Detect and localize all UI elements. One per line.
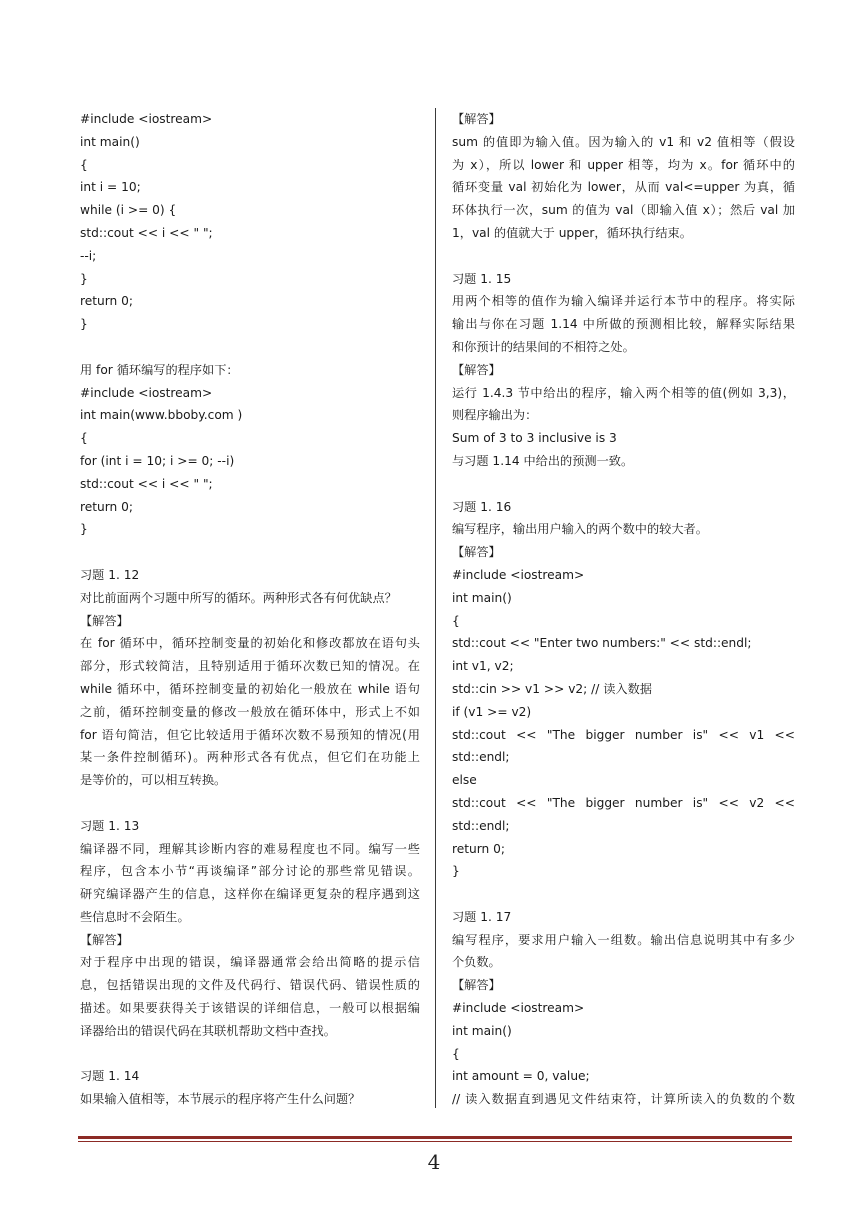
left-column-line: 研究编译器产生的信息，这样你在编译更复杂的程序遇到这 — [80, 887, 420, 902]
right-column-line: 【解答】 — [452, 362, 501, 377]
left-column-line: 用 for 循环编写的程序如下： — [80, 362, 239, 377]
left-column-line: { — [80, 157, 88, 172]
left-column-line: } — [80, 522, 88, 537]
left-column-line — [80, 1043, 420, 1066]
right-column-line: 编写程序，输出用户输入的两个数中的较大者。 — [452, 522, 708, 537]
right-column-line: 习题 1. 16 — [452, 499, 512, 514]
left-column-line: #include <iostream> — [80, 112, 213, 126]
right-column-line: else — [452, 773, 477, 788]
right-column-line: 1，val 的值就大于 upper，循环执行结束。 — [452, 225, 692, 240]
left-column-line — [80, 792, 420, 815]
left-column-line: int main(www.bboby.com ) — [80, 408, 243, 423]
right-column-line: 编写程序，要求用户输入一组数。输出信息说明其中有多少 — [452, 932, 795, 947]
left-column-line: 编译器不同，理解其诊断内容的难易程度也不同。编写一些 — [80, 841, 420, 856]
right-column-line: Sum of 3 to 3 inclusive is 3 — [452, 431, 617, 446]
right-column-line: 输出与你在习题 1.14 中所做的预测相比较，解释实际结果 — [452, 317, 795, 332]
left-column-line: std::cout << i << " "; — [80, 476, 213, 491]
right-column-line: std::cout << "The bigger number is" << v1 << — [452, 727, 795, 742]
left-column-line: 某一条件控制循环)。两种形式各有优点，但它们在功能上 — [80, 750, 420, 765]
right-column-line: 个负数。 — [452, 955, 501, 970]
left-column-line: { — [80, 431, 88, 446]
right-column-line: return 0; — [452, 841, 505, 856]
left-column-line: while 循环中，循环控制变量的初始化一般放在 while 语句 — [80, 681, 420, 696]
left-column-line: for (int i = 10; i >= 0; --i) — [80, 453, 235, 468]
right-column-line — [452, 473, 795, 496]
right-column-line: { — [452, 1046, 460, 1061]
right-column-line: // 读入数据直到遇见文件结束符，计算所读入的负数的个数 — [452, 1092, 795, 1107]
right-column-line: 和你预计的结果间的不相符之处。 — [452, 339, 635, 354]
right-column-line: 【解答】 — [452, 978, 501, 993]
left-column-line: int main() — [80, 134, 140, 149]
left-column-line: 对于程序中出现的错误，编译器通常会给出简略的提示信 — [80, 955, 420, 970]
page-number: 4 — [427, 1150, 441, 1174]
left-column-line: 息，包括错误出现的文件及代码行、错误代码、错误性质的 — [80, 978, 420, 993]
column-divider — [435, 108, 436, 1108]
right-column-line: 环体执行一次，sum 的值为 val（即输入值 x）；然后 val 加 — [452, 203, 795, 218]
left-column-line: 【解答】 — [80, 932, 129, 947]
right-column-line: std::endl; — [452, 750, 510, 765]
left-column-line: while (i >= 0) { — [80, 203, 177, 218]
right-column-line: std::cout << "The bigger number is" << v2 << — [452, 795, 795, 810]
left-column-line: return 0; — [80, 499, 133, 514]
right-column — [452, 108, 795, 1111]
left-column-line: 之前，循环控制变量的修改一般放在循环体中，形式上不如 — [80, 704, 420, 719]
right-column-line: 则程序输出为： — [452, 408, 538, 423]
left-column-line: 描述。如果要获得关于该错误的详细信息，一般可以根据编 — [80, 1001, 420, 1016]
left-column-line: 习题 1. 14 — [80, 1069, 140, 1084]
left-column-line — [80, 336, 420, 359]
left-column-line: std::cout << i << " "; — [80, 225, 213, 240]
left-column-line: 是等价的，可以相互转换。 — [80, 773, 227, 788]
right-column-line: std::cout << "Enter two numbers:" << std::endl; — [452, 636, 752, 651]
left-column-line: 在 for 循环中，循环控制变量的初始化和修改都放在语句头 — [80, 636, 420, 651]
left-column-line: 程序，包含本小节“再谈编译”部分讨论的那些常见错误。 — [80, 864, 420, 879]
right-column-line: { — [452, 613, 460, 628]
left-column-line: 些信息时不会陌生。 — [80, 909, 190, 924]
left-column-line: 习题 1. 13 — [80, 818, 140, 833]
left-column-line: int i = 10; — [80, 180, 141, 195]
left-column-line: for 语句简洁，但它比较适用于循环次数不易预知的情况(用 — [80, 727, 420, 742]
right-column-line: int amount = 0, value; — [452, 1069, 590, 1084]
right-column-line: if (v1 >= v2) — [452, 704, 532, 719]
right-column-line: 习题 1. 15 — [452, 271, 512, 286]
left-column-line: 如果输入值相等，本节展示的程序将产生什么问题？ — [80, 1092, 361, 1107]
left-column-line: 对比前面两个习题中所写的循环。两种形式各有何优缺点？ — [80, 590, 397, 605]
left-column-line: --i; — [80, 248, 97, 263]
right-column-line: 为 x），所以 lower 和 upper 相等，均为 x。for 循环中的 — [452, 157, 795, 172]
right-column-line: 运行 1.4.3 节中给出的程序，输入两个相等的值(例如 3,3)， — [452, 385, 795, 400]
right-column-line: #include <iostream> — [452, 567, 585, 582]
right-column-line: sum 的值即为输入值。因为输入的 v1 和 v2 值相等（假设 — [452, 134, 795, 149]
left-column-line: 译器给出的错误代码在其联机帮助文档中查找。 — [80, 1023, 336, 1038]
right-column-line: std::endl; — [452, 818, 510, 833]
right-column-line: int main() — [452, 590, 512, 605]
right-column-line: 与习题 1.14 中给出的预测一致。 — [452, 453, 634, 468]
right-column-line: int main() — [452, 1023, 512, 1038]
left-column-line: 习题 1. 12 — [80, 567, 140, 582]
right-column-line: 【解答】 — [452, 112, 501, 126]
left-column-line: #include <iostream> — [80, 385, 213, 400]
right-column-line: int v1, v2; — [452, 659, 514, 674]
right-column-line: 习题 1. 17 — [452, 909, 512, 924]
right-column-line: } — [452, 864, 460, 879]
left-column-line: } — [80, 317, 88, 332]
right-column-line: std::cin >> v1 >> v2; // 读入数据 — [452, 681, 652, 696]
left-column-line — [80, 541, 420, 564]
left-column — [80, 108, 420, 1111]
right-column-line: #include <iostream> — [452, 1001, 585, 1016]
right-column-line: 循环变量 val 初始化为 lower，从而 val<=upper 为真，循 — [452, 180, 795, 195]
right-column-line — [452, 883, 795, 906]
right-column-line: 【解答】 — [452, 545, 501, 560]
left-column-line: } — [80, 271, 88, 286]
footer-rule-thin — [78, 1141, 792, 1142]
right-column-line: 用两个相等的值作为输入编译并运行本节中的程序。将实际 — [452, 294, 795, 309]
footer-rule — [78, 1136, 792, 1139]
right-column-line — [452, 245, 795, 268]
left-column-line: return 0; — [80, 294, 133, 309]
left-column-line: 部分，形式较简洁，且特别适用于循环次数已知的情况。在 — [80, 659, 420, 674]
left-column-line: 【解答】 — [80, 613, 129, 628]
